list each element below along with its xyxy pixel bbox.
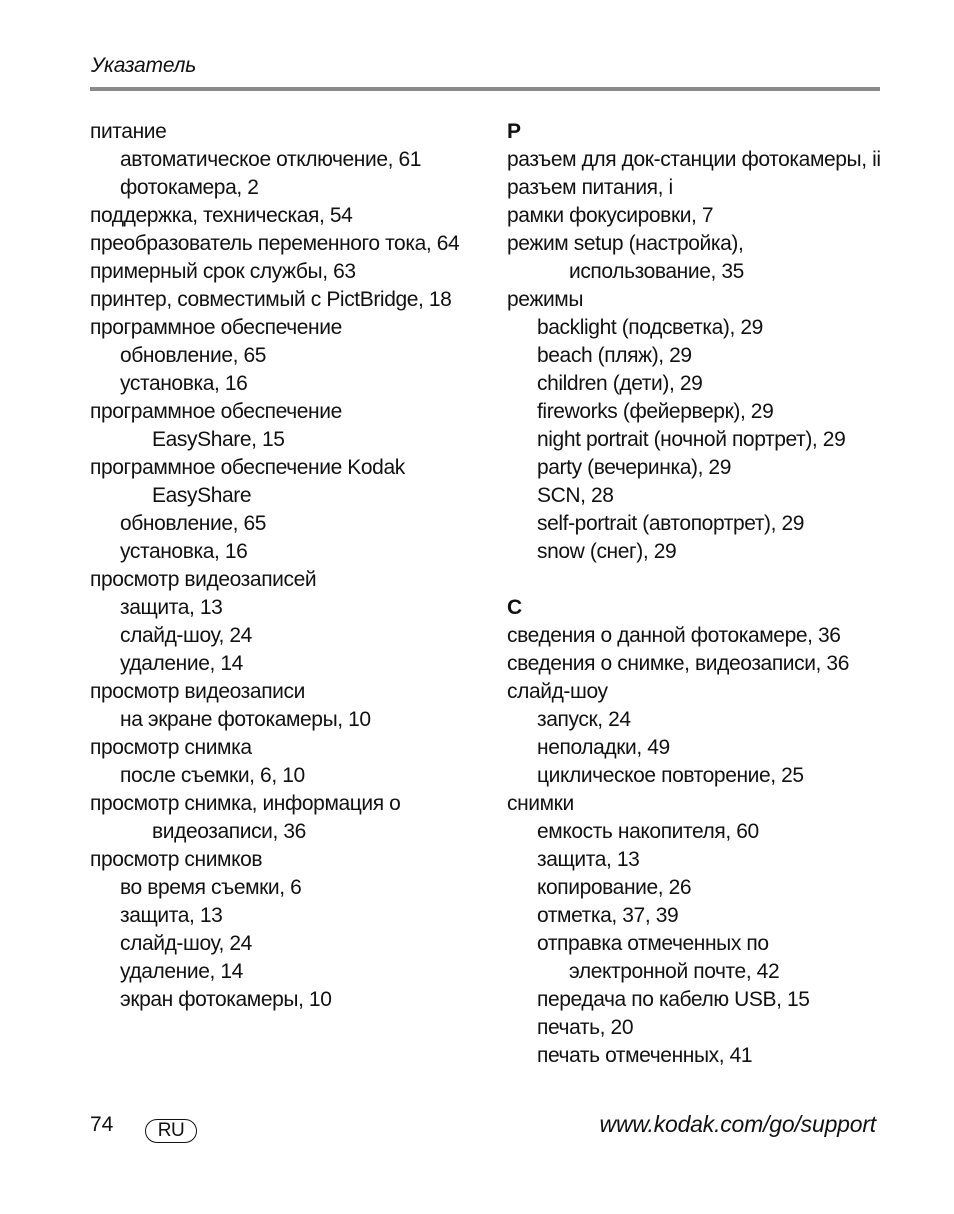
index-subentry: во время съемки, 6 bbox=[120, 876, 302, 899]
index-subentry: передача по кабелю USB, 15 bbox=[537, 988, 810, 1011]
index-entry: слайд-шоу bbox=[507, 680, 608, 703]
index-subentry: слайд-шоу, 24 bbox=[120, 624, 252, 647]
index-entry: программное обеспечение Kodak bbox=[90, 456, 405, 479]
index-subentry: night portrait (ночной портрет), 29 bbox=[537, 428, 846, 451]
index-subentry: beach (пляж), 29 bbox=[537, 344, 692, 367]
index-subentry: копирование, 26 bbox=[537, 876, 692, 899]
index-subentry: печать, 20 bbox=[537, 1016, 634, 1039]
index-subentry: EasyShare, 15 bbox=[152, 428, 285, 451]
page-header-title: Указатель bbox=[91, 54, 197, 77]
index-entry: преобразователь переменного тока, 64 bbox=[90, 232, 460, 255]
index-entry: поддержка, техническая, 54 bbox=[90, 204, 353, 227]
index-entry: примерный срок службы, 63 bbox=[90, 260, 356, 283]
language-badge: RU bbox=[145, 1119, 197, 1143]
index-subentry: удаление, 14 bbox=[120, 652, 243, 675]
index-entry: программное обеспечение bbox=[90, 316, 342, 339]
index-subentry: экран фотокамеры, 10 bbox=[120, 988, 332, 1011]
index-entry: сведения о снимке, видеозаписи, 36 bbox=[507, 652, 849, 675]
index-subentry: автоматическое отключение, 61 bbox=[120, 148, 422, 171]
index-subentry: обновление, 65 bbox=[120, 512, 267, 535]
index-subentry: fireworks (фейерверк), 29 bbox=[537, 400, 774, 423]
index-subentry: защита, 13 bbox=[537, 848, 640, 871]
index-subentry: защита, 13 bbox=[120, 904, 223, 927]
section-spacer bbox=[507, 566, 887, 594]
index-column-left bbox=[90, 118, 490, 1014]
index-entry: снимки bbox=[507, 792, 574, 815]
index-entry: просмотр снимков bbox=[90, 848, 263, 871]
index-section-letter: С bbox=[507, 596, 522, 619]
index-subentry: snow (снег), 29 bbox=[537, 540, 677, 563]
index-subentry: удаление, 14 bbox=[120, 960, 243, 983]
index-subentry: использование, 35 bbox=[569, 260, 744, 283]
index-subentry: EasyShare bbox=[152, 484, 252, 507]
index-entry: разъем для док-станции фотокамеры, ii bbox=[507, 148, 881, 171]
index-subentry: отметка, 37, 39 bbox=[537, 904, 679, 927]
index-subentry: емкость накопителя, 60 bbox=[537, 820, 759, 843]
index-subentry: запуск, 24 bbox=[537, 708, 631, 731]
index-subentry: фотокамера, 2 bbox=[120, 176, 259, 199]
index-subentry: слайд-шоу, 24 bbox=[120, 932, 252, 955]
index-subentry: self-portrait (автопортрет), 29 bbox=[537, 512, 805, 535]
index-subentry: печать отмеченных, 41 bbox=[537, 1044, 753, 1067]
index-subentry: защита, 13 bbox=[120, 596, 223, 619]
index-entry: просмотр видеозаписей bbox=[90, 568, 317, 591]
index-entry: программное обеспечение bbox=[90, 400, 342, 423]
index-entry: рамки фокусировки, 7 bbox=[507, 204, 714, 227]
index-subentry: обновление, 65 bbox=[120, 344, 267, 367]
support-url: www.kodak.com/go/support bbox=[599, 1111, 876, 1137]
index-entry: питание bbox=[90, 120, 167, 143]
index-entry: режим setup (настройка), bbox=[507, 232, 744, 255]
index-entry: режимы bbox=[507, 288, 584, 311]
index-section-letter: Р bbox=[507, 120, 521, 143]
index-column-right bbox=[507, 118, 887, 1070]
index-subentry: children (дети), 29 bbox=[537, 372, 703, 395]
index-entry: принтер, совместимый с PictBridge, 18 bbox=[90, 288, 452, 311]
index-subentry: backlight (подсветка), 29 bbox=[537, 316, 763, 339]
header-divider bbox=[90, 87, 880, 91]
index-subentry: party (вечеринка), 29 bbox=[537, 456, 731, 479]
index-subentry: неполадки, 49 bbox=[537, 736, 670, 759]
index-subentry: видеозаписи, 36 bbox=[152, 820, 306, 843]
index-entry: разъем питания, i bbox=[507, 176, 673, 199]
index-subentry: циклическое повторение, 25 bbox=[537, 764, 804, 787]
index-subentry: установка, 16 bbox=[120, 540, 248, 563]
index-subentry: на экране фотокамеры, 10 bbox=[120, 708, 371, 731]
index-subentry: отправка отмеченных по bbox=[537, 932, 769, 955]
index-entry: просмотр снимка bbox=[90, 736, 252, 759]
index-entry: сведения о данной фотокамере, 36 bbox=[507, 624, 841, 647]
index-subentry: после съемки, 6, 10 bbox=[120, 764, 305, 787]
index-subentry: установка, 16 bbox=[120, 372, 248, 395]
index-entry: просмотр видеозаписи bbox=[90, 680, 305, 703]
index-entry: просмотр снимка, информация о bbox=[90, 792, 401, 815]
index-subentry: SCN, 28 bbox=[537, 484, 614, 507]
page-number: 74 bbox=[90, 1113, 114, 1136]
index-subentry: электронной почте, 42 bbox=[569, 960, 780, 983]
